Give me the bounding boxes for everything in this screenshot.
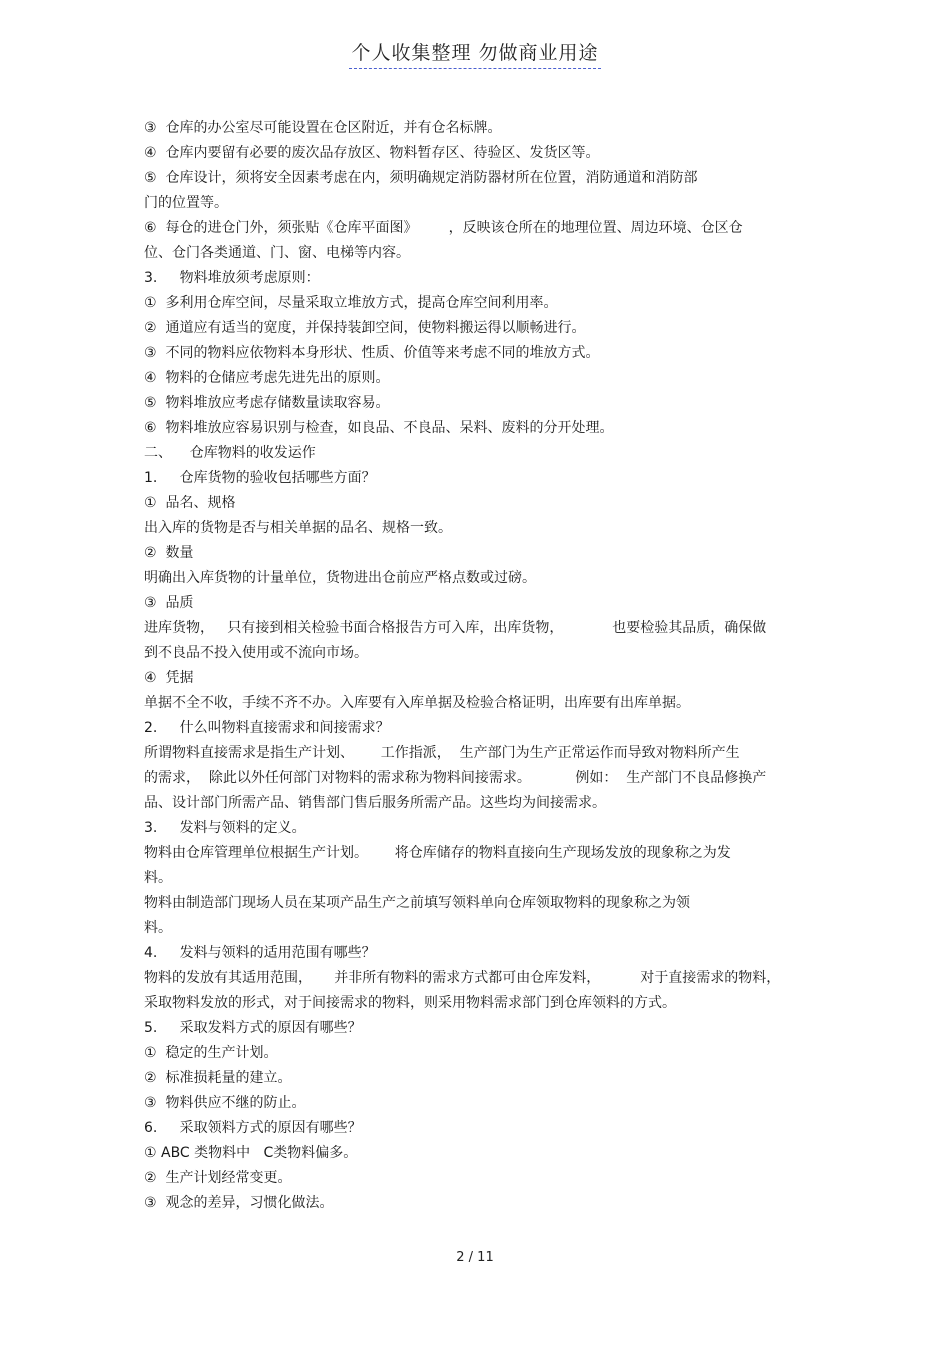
text-line: 料。 [144,870,172,886]
section-heading: 2. 什么叫物料直接需求和间接需求？ [144,720,390,736]
text-line: ① 稳定的生产计划。 [144,1045,278,1061]
section-heading: 1. 仓库货物的验收包括哪些方面？ [144,470,376,486]
text-line: ③ 品质 [144,595,194,611]
section-heading: 3. 发料与领料的定义。 [144,820,306,836]
text-line: ④ 物料的仓储应考虑先进先出的原则。 [144,370,390,386]
text-line: ② 标准损耗量的建立。 [144,1070,292,1086]
text-line: ① ABC 类物料中 C类物料偏多。 [144,1145,358,1161]
text-line: ⑥ 物料堆放应容易识别与检查，如良品、不良品、呆料、废料的分开处理。 [144,420,614,436]
section-heading: 5. 采取发料方式的原因有哪些？ [144,1020,362,1036]
text-line: 的需求， 除此以外任何部门对物料的需求称为物料间接需求。 例如： 生产部门不良品修换产 [144,770,767,786]
text-line: 进库货物， 只有接到相关检验书面合格报告方可入库，出库货物， 也要检验其品质，确保做 [144,620,767,636]
text-line: 物料由仓库管理单位根据生产计划。 将仓库储存的物料直接向生产现场发放的现象称之为发 [144,845,731,861]
header-title: 个人收集整理 勿做商业用途 [349,42,600,69]
section-heading: 6. 采取领料方式的原因有哪些？ [144,1120,362,1136]
text-line: 门的位置等。 [144,195,228,211]
text-line: 出入库的货物是否与相关单据的品名、规格一致。 [144,520,452,536]
text-line: 采取物料发放的形式，对于间接需求的物料，则采用物料需求部门到仓库领料的方式。 [144,995,676,1011]
text-line: ⑥ 每仓的进仓门外，须张贴《仓库平面图》 ，反映该仓所在的地理位置、周边环境、仓区仓 [144,220,743,236]
text-line: 所谓物料直接需求是指生产计划、 工作指派， 生产部门为生产正常运作而导致对物料所产生 [144,745,740,761]
text-line: ② 通道应有适当的宽度，并保持装卸空间，使物料搬运得以顺畅进行。 [144,320,586,336]
text-line: 明确出入库货物的计量单位，货物进出仓前应严格点数或过磅。 [144,570,536,586]
text-line: ③ 不同的物料应依物料本身形状、性质、价值等来考虑不同的堆放方式。 [144,345,600,361]
text-line: ⑤ 物料堆放应考虑存储数量读取容易。 [144,395,390,411]
section-heading: 二、 仓库物料的收发运作 [144,445,316,461]
text-line: ③ 观念的差异，习惯化做法。 [144,1195,334,1211]
text-line: 料。 [144,920,172,936]
text-line: ④ 仓库内要留有必要的废次品存放区、物料暂存区、待验区、发货区等。 [144,145,600,161]
text-line: ② 数量 [144,545,194,561]
text-line: ① 品名、规格 [144,495,236,511]
text-line: 单据不全不收，手续不齐不办。入库要有入库单据及检验合格证明，出库要有出库单据。 [144,695,690,711]
text-line: ④ 凭据 [144,670,194,686]
text-line: 到不良品不投入使用或不流向市场。 [144,645,368,661]
text-line: ③ 物料供应不继的防止。 [144,1095,306,1111]
page-number: 2 / 11 [456,1250,494,1265]
section-heading: 3. 物料堆放须考虑原则： [144,270,320,286]
text-line: 位、仓门各类通道、门、窗、电梯等内容。 [144,245,410,261]
text-line: ② 生产计划经常变更。 [144,1170,292,1186]
page-header [0,38,950,65]
text-line: 物料的发放有其适用范围， 并非所有物料的需求方式都可由仓库发料， 对于直接需求的物料， [144,970,781,986]
text-line: ③ 仓库的办公室尽可能设置在仓区附近，并有仓名标牌。 [144,120,502,136]
document-body [144,116,804,1216]
text-line: ⑤ 仓库设计，须将安全因素考虑在内，须明确规定消防器材所在位置，消防通道和消防部 [144,170,698,186]
section-heading: 4. 发料与领料的适用范围有哪些？ [144,945,376,961]
text-line: 品、设计部门所需产品、销售部门售后服务所需产品。这些均为间接需求。 [144,795,606,811]
text-line: ① 多利用仓库空间，尽量采取立堆放方式，提高仓库空间利用率。 [144,295,558,311]
text-line: 物料由制造部门现场人员在某项产品生产之前填写领料单向仓库领取物料的现象称之为领 [144,895,690,911]
